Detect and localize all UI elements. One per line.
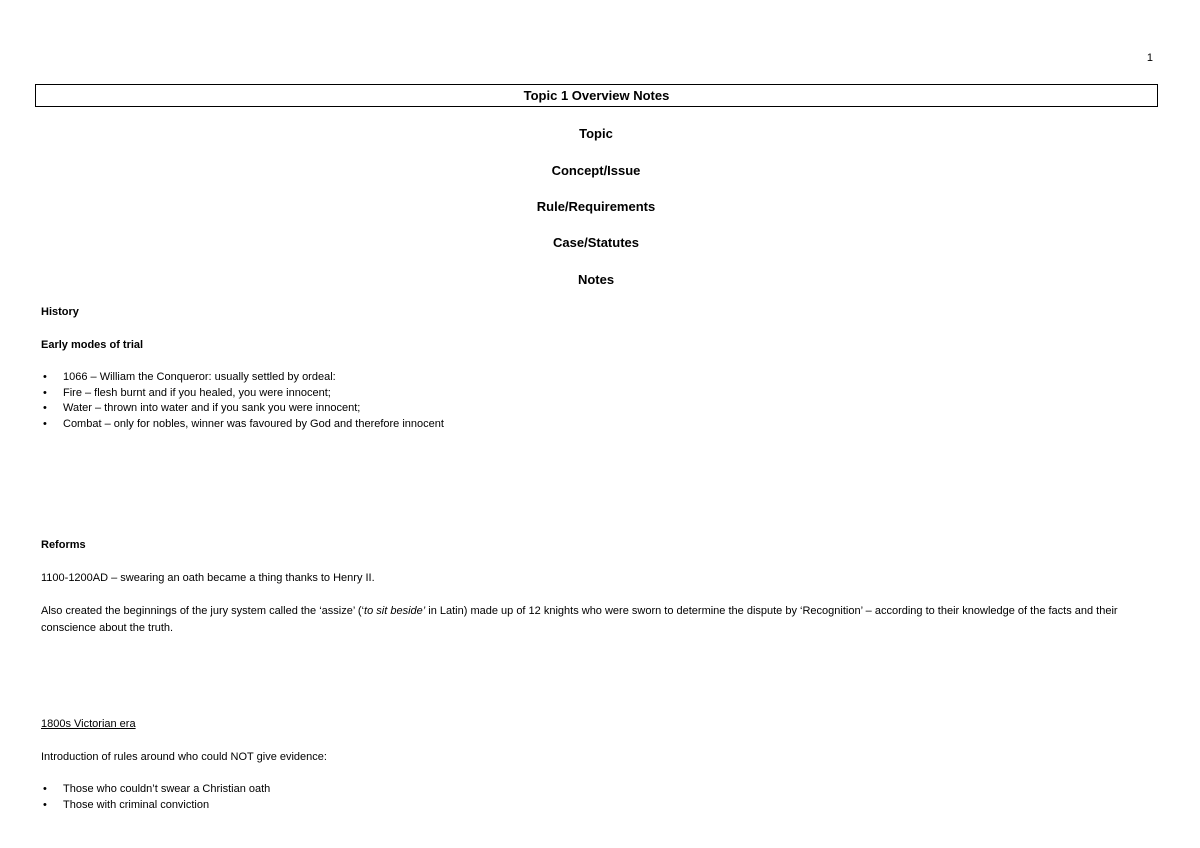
reforms-paragraph bbox=[41, 603, 1161, 637]
list-item: • Those who couldn’t swear a Christian oath bbox=[41, 782, 270, 798]
list-item: • Fire – flesh burnt and if you healed, you were innocent; bbox=[41, 386, 444, 402]
section-heading-history: History bbox=[41, 306, 79, 318]
reforms-paragraph-italic: to sit beside’ bbox=[364, 605, 426, 617]
reforms-paragraph-part1: Also created the beginnings of the jury system called the ‘assize’ (‘ bbox=[41, 605, 365, 617]
list-item: • 1066 – William the Conqueror: usually settled by ordeal: bbox=[41, 370, 444, 386]
page-number: 1 bbox=[1146, 52, 1153, 64]
column-heading-case: Case/Statutes bbox=[553, 235, 639, 250]
reforms-paragraph-part2: in Latin) made up of 12 knights who were sworn to determine the dispute by ‘Recognition’ – according to their knowledge of the facts and their conscience about the truth. bbox=[41, 605, 1118, 634]
list-item: • Those with criminal conviction bbox=[41, 798, 270, 814]
list-item: • Combat – only for nobles, winner was favoured by God and therefore innocent bbox=[41, 417, 444, 433]
section-heading-early-modes: Early modes of trial bbox=[41, 339, 144, 351]
column-heading-topic: Topic bbox=[579, 126, 613, 141]
early-modes-list bbox=[41, 370, 444, 432]
column-heading-notes: Notes bbox=[577, 272, 615, 287]
victorian-list bbox=[41, 782, 270, 813]
victorian-intro: Introduction of rules around who could NOT give evidence: bbox=[41, 751, 327, 763]
page-title: Topic 1 Overview Notes bbox=[35, 84, 1158, 107]
list-item: • Water – thrown into water and if you sank you were innocent; bbox=[41, 401, 444, 417]
section-heading-victorian: 1800s Victorian era bbox=[41, 718, 136, 730]
section-heading-reforms: Reforms bbox=[41, 539, 86, 551]
column-heading-concept: Concept/Issue bbox=[551, 163, 641, 178]
reforms-line: 1100-1200AD – swearing an oath became a thing thanks to Henry II. bbox=[41, 572, 375, 584]
column-heading-rule: Rule/Requirements bbox=[536, 199, 656, 214]
